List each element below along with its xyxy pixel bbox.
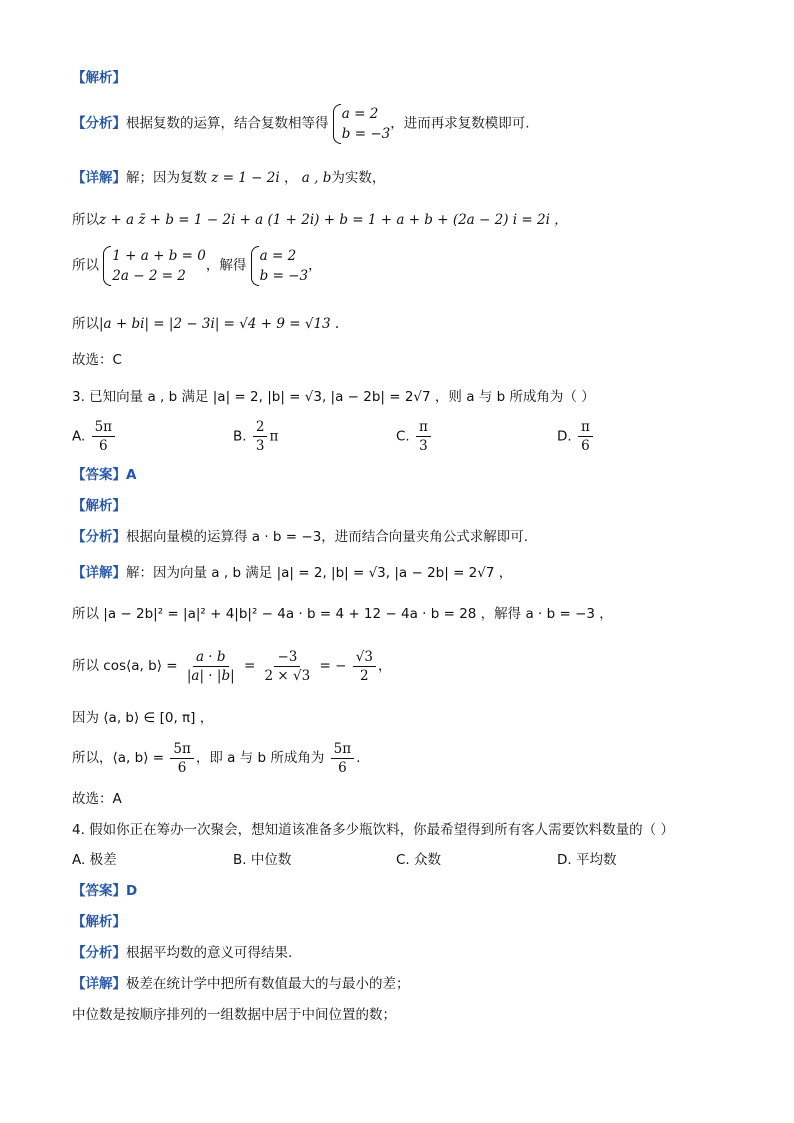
section-jiexi: 【解析】 bbox=[72, 70, 126, 86]
q3-line-modulus: 所以 |a − 2b|² = |a|² + 4|b|² − 4a · b = 4 + 12 − 4a · b = 28 ，解得 a · b = −3 ， bbox=[72, 606, 613, 622]
q4-option-c: C. 众数 bbox=[396, 852, 442, 868]
q3-fenxi-line: 【分析】根据向量模的运算得 a · b = −3，进而结合向量夹角公式求解即可. bbox=[72, 529, 529, 545]
q3-line-result: 所以，⟨a, b⟩ = $\frac{5\pi}{6}$ ，即 a 与 b 所成角为 $\frac{5\pi}{6}$ . bbox=[72, 741, 361, 776]
q2-answer: 故选：C bbox=[72, 352, 122, 368]
q3-answer-label: 【答案】A bbox=[72, 467, 137, 483]
q4-line-median: 中位数是按顺序排列的一组数据中居于中间位置的数； bbox=[72, 1007, 396, 1023]
q3-option-d: D. $\frac{\pi}{6}$ bbox=[557, 418, 595, 455]
q4-option-b: B. 中位数 bbox=[233, 852, 292, 868]
q4-answer-label: 【答案】D bbox=[72, 883, 138, 899]
q2-equation-system: 1 + a + b = 0 2a − 2 = 2 bbox=[103, 246, 206, 286]
q3-line-cos: 所以 cos⟨a, b⟩ = $\frac{a \cdot b}{|a| \cdot |b|}$ = $\frac{-3}{2 \times √3}$ = − $\frac{√3}{2}$ ， bbox=[72, 649, 392, 684]
q3-answer: 故选：A bbox=[72, 791, 122, 807]
q4-stem: 4. 假如你正在筹办一次聚会，想知道该准备多少瓶饮料，你最希望得到所有客人需要饮料数量的（ ） bbox=[72, 822, 674, 838]
q2-fenxi-line: 【分析】根据复数的运算，结合复数相等得 a = 2 b = −3 ，进而再求复数模即可. bbox=[72, 106, 530, 142]
q2-line-expand: 所以z + a z̄ + b = 1 − 2i + a (1 + 2i) + b = 1 + a + b + (2a − 2) i = 2i ， bbox=[72, 212, 568, 228]
q2-line-modulus: 所以|a + bi| = |2 − 3i| = √4 + 9 = √13 . bbox=[72, 316, 340, 332]
q3-option-b: B. $\frac{2}{3}$ π bbox=[233, 419, 279, 454]
q4-option-d: D. 平均数 bbox=[557, 852, 617, 868]
q4-fenxi-line: 【分析】根据平均数的意义可得结果. bbox=[72, 945, 293, 961]
q3-line-range: 因为 ⟨a, b⟩ ∈ [0, π] ， bbox=[72, 710, 214, 726]
q3-xiangjie-line: 【详解】解：因为向量 a , b 满足 |a| = 2, |b| = √3, |a − 2b| = 2√7 ， bbox=[72, 565, 513, 581]
q2-line-system: 所以 1 + a + b = 0 2a − 2 = 2 ，解得 a = 2 b = −3 ， bbox=[72, 248, 322, 284]
q4-section-jiexi: 【解析】 bbox=[72, 914, 126, 930]
q4-option-a: A. 极差 bbox=[72, 852, 117, 868]
q4-xiangjie-line: 【详解】极差在统计学中把所有数值最大的与最小的差； bbox=[72, 976, 410, 992]
q2-xiangjie-line: 【详解】解；因为复数 z = 1 − 2i ， a , b为实数， bbox=[72, 170, 386, 186]
q2-solution-system: a = 2 b = −3 bbox=[251, 246, 308, 286]
q2-fenxi-system: a = 2 b = −3 bbox=[333, 104, 390, 144]
q3-section-jiexi: 【解析】 bbox=[72, 498, 126, 514]
q3-option-c: C. $\frac{\pi}{3}$ bbox=[396, 418, 433, 455]
q3-stem: 3. 已知向量 a , b 满足 |a| = 2, |b| = √3, |a − 2b| = 2√7 ，则 a 与 b 所成角为（ ） bbox=[72, 389, 595, 405]
q3-option-a: A. $\frac{5\pi}{6}$ bbox=[72, 418, 117, 455]
